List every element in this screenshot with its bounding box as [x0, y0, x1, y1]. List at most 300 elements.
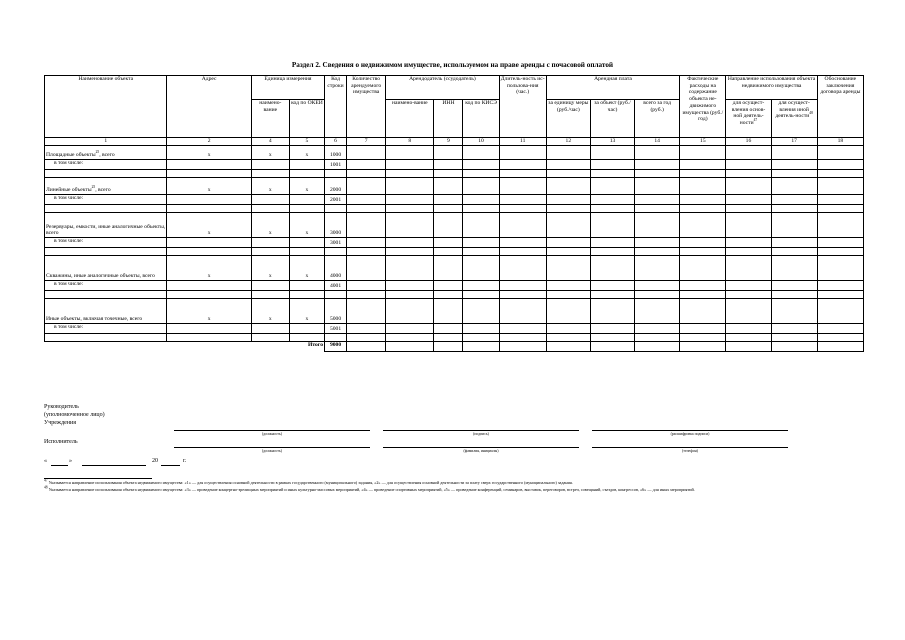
line-date-month[interactable] — [82, 465, 146, 466]
row-code: 5001 — [325, 324, 347, 334]
data-cell[interactable] — [590, 178, 634, 195]
data-cell[interactable] — [726, 238, 771, 248]
x-mark: х — [167, 299, 251, 324]
data-cell[interactable] — [771, 213, 817, 238]
data-cell[interactable] — [680, 248, 726, 256]
total-cell[interactable] — [463, 342, 499, 352]
data-cell[interactable] — [434, 205, 463, 213]
data-cell[interactable] — [499, 299, 546, 324]
header-kpp: код по КИСЭ — [463, 100, 499, 138]
data-cell[interactable] — [726, 334, 771, 342]
data-cell[interactable] — [347, 334, 386, 342]
data-cell[interactable] — [726, 160, 771, 170]
column-number: 5 — [289, 138, 324, 146]
data-cell[interactable] — [289, 281, 324, 291]
table-row-sub-5001 — [45, 324, 864, 334]
data-cell[interactable] — [325, 291, 347, 299]
data-cell[interactable] — [499, 205, 546, 213]
data-cell[interactable] — [680, 256, 726, 281]
data-cell[interactable] — [347, 299, 386, 324]
data-cell[interactable] — [386, 213, 434, 238]
data-cell[interactable] — [386, 248, 434, 256]
data-cell[interactable] — [434, 238, 463, 248]
line-date-day[interactable] — [51, 465, 68, 466]
data-cell[interactable] — [325, 170, 347, 178]
header-landlord-name: наимено-вание — [386, 100, 434, 138]
data-cell[interactable] — [817, 213, 863, 238]
data-cell[interactable] — [347, 256, 386, 281]
data-cell[interactable] — [635, 281, 680, 291]
data-cell[interactable] — [590, 170, 634, 178]
header-row-code: Код строки — [325, 76, 347, 138]
object-name-label: Иные объекты, включая точечные, всего — [46, 316, 143, 323]
data-cell[interactable] — [726, 256, 771, 281]
data-cell[interactable] — [771, 291, 817, 299]
data-cell[interactable] — [590, 291, 634, 299]
data-cell[interactable] — [590, 146, 634, 160]
data-cell[interactable] — [386, 291, 434, 299]
line-fio-executor[interactable] — [383, 447, 579, 448]
data-cell[interactable] — [347, 205, 386, 213]
data-cell[interactable] — [635, 146, 680, 160]
data-cell[interactable] — [590, 248, 634, 256]
data-cell[interactable] — [817, 238, 863, 248]
data-cell[interactable] — [817, 205, 863, 213]
line-decoding-head[interactable] — [592, 430, 788, 431]
data-cell[interactable] — [347, 195, 386, 205]
header-unit-code: код по ОКЕИ — [289, 100, 324, 138]
data-cell[interactable] — [434, 299, 463, 324]
data-cell[interactable] — [546, 238, 590, 248]
data-cell[interactable] — [499, 238, 546, 248]
row-code: 4000 — [325, 256, 347, 281]
data-cell[interactable] — [386, 146, 434, 160]
data-cell[interactable] — [771, 281, 817, 291]
x-mark: х — [289, 146, 324, 160]
data-cell[interactable] — [251, 291, 289, 299]
column-number: 11 — [499, 138, 546, 146]
data-cell[interactable] — [680, 281, 726, 291]
table-row-sub-2001 — [45, 195, 864, 205]
data-cell[interactable] — [463, 281, 499, 291]
data-cell[interactable] — [726, 248, 771, 256]
data-cell[interactable] — [771, 178, 817, 195]
table-row-grand-total — [45, 342, 864, 352]
data-cell[interactable] — [546, 324, 590, 334]
data-cell[interactable] — [771, 256, 817, 281]
data-cell[interactable] — [680, 324, 726, 334]
data-cell[interactable] — [499, 170, 546, 178]
data-cell[interactable] — [463, 248, 499, 256]
data-cell[interactable] — [463, 238, 499, 248]
data-cell[interactable] — [635, 195, 680, 205]
line-position-head[interactable] — [174, 430, 370, 431]
data-cell[interactable] — [289, 291, 324, 299]
data-cell[interactable] — [590, 205, 634, 213]
data-cell[interactable] — [167, 160, 251, 170]
data-cell[interactable] — [817, 178, 863, 195]
data-cell[interactable] — [251, 324, 289, 334]
total-cell[interactable] — [434, 342, 463, 352]
data-cell[interactable] — [771, 170, 817, 178]
data-cell[interactable] — [635, 299, 680, 324]
data-cell[interactable] — [434, 248, 463, 256]
data-cell[interactable] — [167, 195, 251, 205]
data-cell[interactable] — [771, 238, 817, 248]
data-cell[interactable] — [726, 178, 771, 195]
data-cell[interactable] — [167, 291, 251, 299]
data-cell[interactable] — [635, 324, 680, 334]
column-number: 4 — [251, 138, 289, 146]
data-cell[interactable] — [289, 334, 324, 342]
data-cell[interactable] — [251, 248, 289, 256]
data-cell[interactable] — [499, 195, 546, 205]
data-cell[interactable] — [726, 170, 771, 178]
data-cell[interactable] — [546, 248, 590, 256]
data-cell[interactable] — [817, 170, 863, 178]
data-cell[interactable] — [635, 238, 680, 248]
line-position-executor[interactable] — [174, 447, 370, 448]
data-cell[interactable] — [499, 281, 546, 291]
data-cell[interactable] — [325, 205, 347, 213]
data-cell[interactable] — [325, 334, 347, 342]
data-cell[interactable] — [680, 299, 726, 324]
data-cell[interactable] — [463, 170, 499, 178]
data-cell[interactable] — [817, 281, 863, 291]
data-cell[interactable] — [463, 256, 499, 281]
total-cell[interactable] — [590, 342, 634, 352]
data-cell[interactable] — [726, 281, 771, 291]
line-sign-head[interactable] — [383, 430, 579, 431]
column-number: 7 — [347, 138, 386, 146]
table-row-spacer — [45, 205, 864, 213]
data-cell[interactable] — [771, 324, 817, 334]
data-cell[interactable] — [499, 256, 546, 281]
data-cell[interactable] — [434, 334, 463, 342]
data-cell[interactable] — [817, 195, 863, 205]
data-cell[interactable] — [386, 205, 434, 213]
data-cell[interactable] — [499, 334, 546, 342]
data-cell[interactable] — [167, 281, 251, 291]
caption-decoding-head: (расшифровка подписи) — [670, 432, 710, 436]
total-cell[interactable] — [499, 342, 546, 352]
data-cell[interactable] — [434, 178, 463, 195]
data-cell[interactable] — [635, 160, 680, 170]
data-cell[interactable] — [771, 146, 817, 160]
data-cell[interactable] — [817, 324, 863, 334]
data-cell[interactable] — [726, 213, 771, 238]
data-cell[interactable] — [590, 334, 634, 342]
column-number: 6 — [325, 138, 347, 146]
data-cell[interactable] — [463, 213, 499, 238]
data-cell[interactable] — [434, 213, 463, 238]
total-cell[interactable] — [726, 342, 771, 352]
data-cell[interactable] — [590, 238, 634, 248]
total-cell[interactable] — [546, 342, 590, 352]
data-cell[interactable] — [347, 213, 386, 238]
data-cell[interactable] — [167, 248, 251, 256]
data-cell[interactable] — [434, 281, 463, 291]
data-cell[interactable] — [251, 238, 289, 248]
total-cell[interactable] — [347, 342, 386, 352]
row-code: 4001 — [325, 281, 347, 291]
data-cell[interactable] — [590, 324, 634, 334]
data-cell[interactable] — [817, 299, 863, 324]
table-row-spacer — [45, 170, 864, 178]
data-cell[interactable] — [463, 195, 499, 205]
table-row-sub-1001 — [45, 160, 864, 170]
data-cell[interactable] — [463, 299, 499, 324]
data-cell[interactable] — [680, 160, 726, 170]
data-cell[interactable] — [590, 281, 634, 291]
x-mark: х — [251, 213, 289, 238]
data-cell[interactable] — [463, 291, 499, 299]
data-cell[interactable] — [680, 178, 726, 195]
data-cell[interactable] — [499, 324, 546, 334]
table-row-spacer — [45, 248, 864, 256]
data-cell[interactable] — [635, 256, 680, 281]
data-cell[interactable] — [817, 160, 863, 170]
data-cell[interactable] — [635, 205, 680, 213]
x-mark: х — [289, 213, 324, 238]
data-cell[interactable] — [499, 178, 546, 195]
data-cell[interactable] — [771, 299, 817, 324]
data-cell[interactable] — [45, 291, 167, 299]
data-cell[interactable] — [590, 299, 634, 324]
total-cell[interactable] — [680, 342, 726, 352]
data-cell[interactable] — [386, 178, 434, 195]
data-cell[interactable] — [546, 146, 590, 160]
data-cell[interactable] — [546, 160, 590, 170]
data-cell[interactable] — [289, 205, 324, 213]
data-cell[interactable] — [347, 178, 386, 195]
data-cell[interactable] — [635, 178, 680, 195]
x-mark: х — [167, 178, 251, 195]
data-cell[interactable] — [289, 170, 324, 178]
total-cell[interactable] — [771, 342, 817, 352]
data-cell[interactable] — [817, 248, 863, 256]
data-cell[interactable] — [546, 213, 590, 238]
header-duration: Длитель-ность ис-пользова-ния (час.) — [499, 76, 546, 138]
data-cell[interactable] — [635, 170, 680, 178]
data-cell[interactable] — [726, 299, 771, 324]
data-cell[interactable] — [590, 195, 634, 205]
data-cell[interactable] — [726, 195, 771, 205]
data-cell[interactable] — [499, 291, 546, 299]
data-cell[interactable] — [546, 256, 590, 281]
total-cell[interactable] — [386, 342, 434, 352]
property-table — [44, 75, 864, 352]
line-date-year[interactable] — [161, 465, 180, 466]
data-cell[interactable] — [546, 205, 590, 213]
column-number: 14 — [635, 138, 680, 146]
data-cell[interactable] — [590, 160, 634, 170]
data-cell[interactable] — [251, 160, 289, 170]
caption-position-head: (должность) — [262, 432, 282, 436]
data-cell[interactable] — [635, 248, 680, 256]
total-cell[interactable] — [635, 342, 680, 352]
data-cell[interactable] — [386, 324, 434, 334]
data-cell[interactable] — [347, 281, 386, 291]
data-cell[interactable] — [167, 238, 251, 248]
data-cell[interactable] — [347, 324, 386, 334]
data-cell[interactable] — [499, 213, 546, 238]
x-mark: х — [251, 146, 289, 160]
header-landlord: Арендодатель (ссудодатель) — [386, 76, 499, 100]
data-cell[interactable] — [386, 334, 434, 342]
data-cell[interactable] — [771, 195, 817, 205]
including-label: в том числе: — [45, 160, 167, 170]
data-cell[interactable] — [680, 213, 726, 238]
data-cell[interactable] — [771, 248, 817, 256]
x-mark: х — [251, 256, 289, 281]
header-direction: Направление использования объекта недвижимого имущества — [726, 76, 817, 100]
data-cell[interactable] — [386, 195, 434, 205]
data-cell[interactable] — [434, 160, 463, 170]
data-cell[interactable] — [386, 170, 434, 178]
x-mark: х — [289, 256, 324, 281]
data-cell[interactable] — [289, 160, 324, 170]
total-cell[interactable] — [817, 342, 863, 352]
caption-fio-executor: (фамилия, инициалы) — [463, 449, 499, 453]
header-rent: Арендная плата — [546, 76, 679, 100]
data-cell[interactable] — [347, 248, 386, 256]
data-cell[interactable] — [680, 334, 726, 342]
footnote-divider — [44, 478, 152, 479]
data-cell[interactable] — [251, 205, 289, 213]
data-cell[interactable] — [434, 256, 463, 281]
data-cell[interactable] — [463, 178, 499, 195]
header-unit-name: наимено-вание — [251, 100, 289, 138]
data-cell[interactable] — [386, 281, 434, 291]
data-cell[interactable] — [635, 213, 680, 238]
data-cell[interactable] — [434, 146, 463, 160]
data-cell[interactable] — [546, 334, 590, 342]
caption-sign-head: (подпись) — [473, 432, 489, 436]
data-cell[interactable] — [463, 205, 499, 213]
data-cell[interactable] — [347, 160, 386, 170]
data-cell[interactable] — [251, 281, 289, 291]
data-cell[interactable] — [167, 324, 251, 334]
data-cell[interactable] — [347, 146, 386, 160]
object-name-suffix: , всего — [95, 187, 111, 194]
object-name — [45, 146, 167, 160]
object-name-sup: 25 — [91, 185, 96, 190]
data-cell[interactable] — [45, 334, 167, 342]
x-mark: х — [251, 178, 289, 195]
data-cell[interactable] — [434, 291, 463, 299]
data-cell[interactable] — [45, 248, 167, 256]
data-cell[interactable] — [463, 324, 499, 334]
data-cell[interactable] — [434, 195, 463, 205]
data-cell[interactable] — [590, 213, 634, 238]
data-cell[interactable] — [45, 170, 167, 178]
data-cell[interactable] — [680, 291, 726, 299]
header-basis: Обоснование заключения договора аренды — [817, 76, 863, 138]
data-cell[interactable] — [45, 205, 167, 213]
data-cell[interactable] — [167, 334, 251, 342]
data-cell[interactable] — [251, 195, 289, 205]
data-cell[interactable] — [347, 170, 386, 178]
object-name — [45, 178, 167, 195]
data-cell[interactable] — [771, 160, 817, 170]
data-cell[interactable] — [590, 256, 634, 281]
data-cell[interactable] — [546, 170, 590, 178]
signature-head-3: Учреждения — [44, 420, 76, 426]
x-mark: х — [167, 256, 251, 281]
row-code: 1000 — [325, 146, 347, 160]
data-cell[interactable] — [546, 281, 590, 291]
data-cell[interactable] — [771, 334, 817, 342]
section-title: Раздел 2. Сведения о недвижимом имуществе, используемом на праве аренды с почасовой оплатой — [291, 61, 614, 69]
data-cell[interactable] — [635, 291, 680, 299]
data-cell[interactable] — [546, 178, 590, 195]
data-cell[interactable] — [680, 170, 726, 178]
data-cell[interactable] — [817, 334, 863, 342]
data-cell[interactable] — [546, 299, 590, 324]
data-cell[interactable] — [386, 299, 434, 324]
data-cell[interactable] — [325, 248, 347, 256]
data-cell[interactable] — [680, 146, 726, 160]
data-cell[interactable] — [680, 205, 726, 213]
data-cell[interactable] — [499, 146, 546, 160]
data-cell[interactable] — [546, 291, 590, 299]
data-cell[interactable] — [771, 205, 817, 213]
data-cell[interactable] — [463, 334, 499, 342]
data-cell[interactable] — [680, 238, 726, 248]
data-cell[interactable] — [434, 170, 463, 178]
data-cell[interactable] — [680, 195, 726, 205]
table-row-total-4000 — [45, 256, 864, 281]
data-cell[interactable] — [289, 195, 324, 205]
object-name — [45, 299, 167, 324]
line-phone-executor[interactable] — [592, 447, 788, 448]
data-cell[interactable] — [817, 146, 863, 160]
data-cell[interactable] — [726, 146, 771, 160]
data-cell[interactable] — [167, 205, 251, 213]
data-cell[interactable] — [817, 291, 863, 299]
data-cell[interactable] — [347, 238, 386, 248]
data-cell[interactable] — [726, 324, 771, 334]
data-cell[interactable] — [546, 195, 590, 205]
data-cell[interactable] — [386, 238, 434, 248]
data-cell[interactable] — [251, 334, 289, 342]
data-cell[interactable] — [167, 170, 251, 178]
data-cell[interactable] — [289, 324, 324, 334]
data-cell[interactable] — [289, 238, 324, 248]
data-cell[interactable] — [386, 256, 434, 281]
object-name-label: Линейные объекты — [46, 187, 92, 194]
data-cell[interactable] — [499, 160, 546, 170]
table-row-spacer — [45, 334, 864, 342]
signature-head-1: Руководитель — [44, 404, 79, 410]
data-cell[interactable] — [726, 205, 771, 213]
header-actual: Фактические расходы на содержание объекта не-движимого имущества (руб./год) — [680, 76, 726, 138]
data-cell[interactable] — [463, 146, 499, 160]
column-number: 12 — [546, 138, 590, 146]
data-cell[interactable] — [726, 291, 771, 299]
data-cell[interactable] — [463, 160, 499, 170]
data-cell[interactable] — [386, 160, 434, 170]
data-cell[interactable] — [251, 170, 289, 178]
column-number: 1 — [45, 138, 167, 146]
data-cell[interactable] — [499, 248, 546, 256]
data-cell[interactable] — [347, 291, 386, 299]
data-cell[interactable] — [434, 324, 463, 334]
data-cell[interactable] — [289, 248, 324, 256]
data-cell[interactable] — [635, 334, 680, 342]
data-cell[interactable] — [817, 256, 863, 281]
